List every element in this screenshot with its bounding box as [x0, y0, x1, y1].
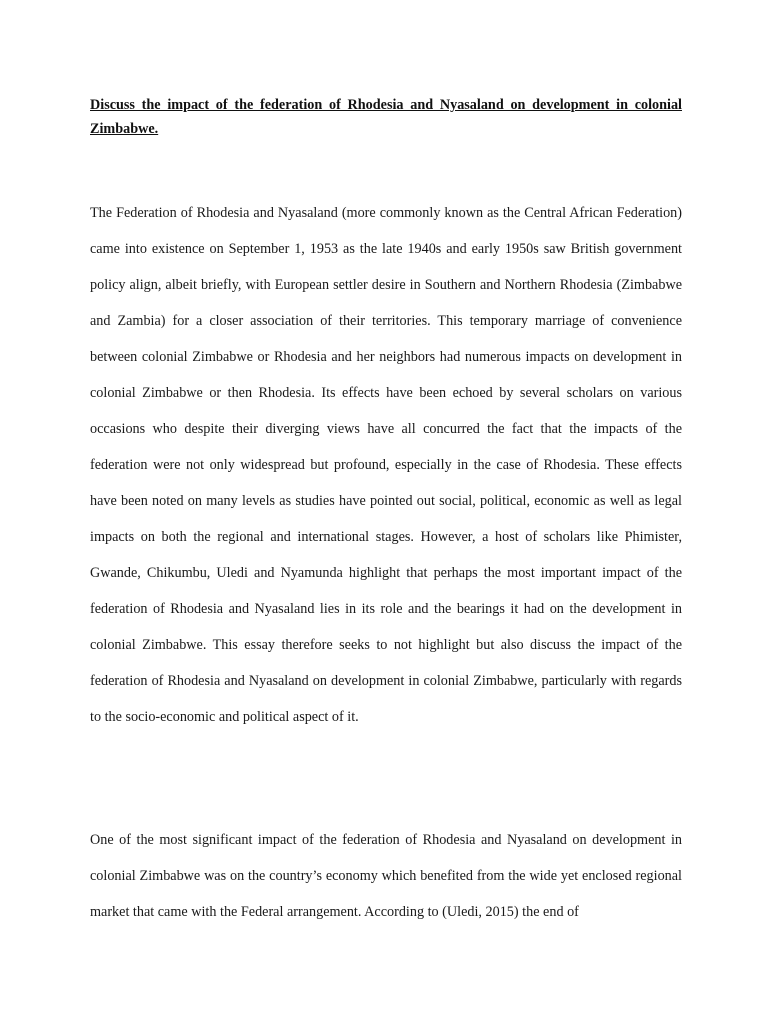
- document-title: Discuss the impact of the federation of Rhodesia and Nyasaland on development in colonial Zimbabwe.: [90, 97, 682, 137]
- paragraph-economy: One of the most significant impact of the federation of Rhodesia and Nyasaland on development in colonial Zimbabwe was on the country’s economy which benefited from the wide yet enclosed regional market that came with the Federal arrangement. According to (Uledi, 2015) the end of: [90, 832, 682, 920]
- paragraph-introduction: The Federation of Rhodesia and Nyasaland (more commonly known as the Central African Federation) came into existence on September 1, 1953 as the late 1940s and early 1950s saw British government policy align, albeit briefly, with European settler desire in Southern and Northern Rhodesia (Zimbabwe and Zambia) for a closer association of their territories. This temporary marriage of convenience between colonial Zimbabwe or Rhodesia and her neighbors had numerous impacts on development in colonial Zimbabwe or then Rhodesia. Its effects have been echoed by several scholars on various occasions who despite their diverging views have all concurred the fact that the impacts of the federation were not only widespread but profound, especially in the case of Rhodesia. These effects have been noted on many levels as studies have pointed out social, political, economic as well as legal impacts on both the regional and international stages. However, a host of scholars like Phimister, Gwande, Chikumbu, Uledi and Nyamunda highlight that perhaps the most important impact of the federation of Rhodesia and Nyasaland lies in its role and the bearings it had on the development in colonial Zimbabwe. This essay therefore seeks to not highlight but also discuss the impact of the federation of Rhodesia and Nyasaland on development in colonial Zimbabwe, particularly with regards to the socio-economic and political aspect of it.: [90, 205, 682, 725]
